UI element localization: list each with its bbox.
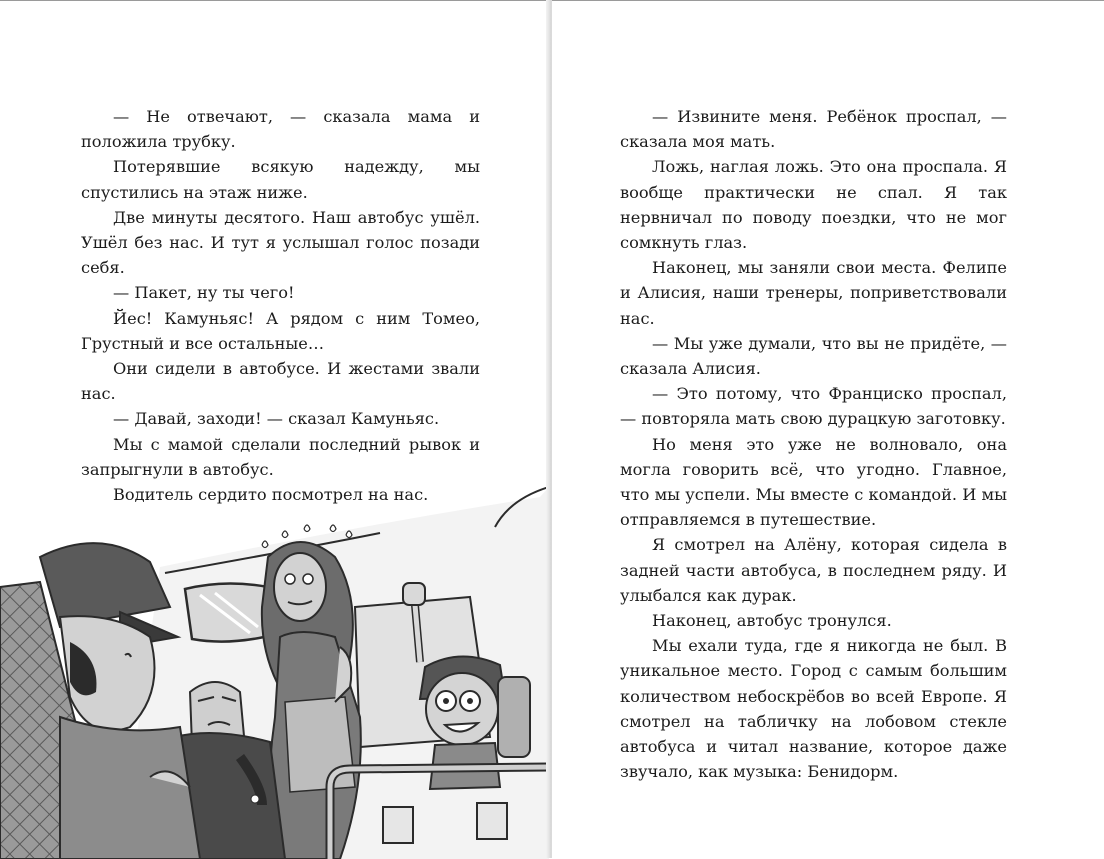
- paragraph: — Извините меня. Ребёнок проспал, — сказала моя мать.: [620, 107, 1007, 152]
- paragraph: — Мы уже думали, что вы не придёте, — сказала Алисия.: [620, 333, 1007, 379]
- right-page-text: [620, 104, 1007, 784]
- paragraph: Водитель сердито посмотрел на нас.: [113, 485, 429, 505]
- left-page: [0, 0, 549, 858]
- paragraph: — Пакет, ну ты чего!: [113, 283, 295, 303]
- paragraph: Йес! Камуньяс! А рядом с ним Томео, Грустный и все остальные…: [81, 308, 480, 353]
- right-page: [552, 0, 1104, 858]
- paragraph: Я смотрел на Алёну, которая сидела в задней части автобуса, в последнем ряду. И улыбался как дурак.: [620, 535, 1007, 605]
- paragraph: Наконец, автобус тронулся.: [652, 611, 892, 631]
- paragraph: — Это потому, что Франциско проспал, — повторяла мать свою дурацкую заготовку.: [620, 384, 1007, 429]
- paragraph: Мы ехали туда, где я никогда не был. В уникальное место. Город с самым большим количеством небоскрёбов во всей Европе. Я смотрел на табличку на лобовом стекле автобуса и читал название, которое даже звучало, как музыка: Бенидорм.: [620, 636, 1007, 782]
- paragraph: Потерявшие всякую надежду, мы спустились на этаж ниже.: [81, 157, 480, 202]
- paragraph: Наконец, мы заняли свои места. Фелипе и Алисия, наши тренеры, поприветствовали нас.: [620, 258, 1007, 328]
- left-page-text: [81, 104, 480, 507]
- rear-view-mirror-icon: [185, 583, 268, 641]
- paragraph: Мы с мамой сделали последний рывок и запрыгнули в автобус.: [81, 434, 480, 479]
- paragraph: — Не отвечают, — сказала мама и положила трубку.: [81, 107, 480, 152]
- paragraph: Две минуты десятого. Наш автобус ушёл. Ушёл без нас. И тут я услышал голос позади себя.: [81, 207, 480, 278]
- paragraph: Они сидели в автобусе. И жестами звали нас.: [81, 359, 480, 404]
- paragraph: Но меня это уже не волновало, она могла говорить всё, что угодно. Главное, что мы успели. Мы вместе с командой. И мы отправляемся в путешествие.: [620, 434, 1007, 530]
- bus-scene-illustration: [0, 487, 549, 859]
- paragraph: Ложь, наглая ложь. Это она проспала. Я вообще практически не спал. Я так нервничал по поводу поездки, что не мог сомкнуть глаз.: [620, 157, 1007, 253]
- paragraph: — Давай, заходи! — сказал Камуньяс.: [113, 409, 440, 429]
